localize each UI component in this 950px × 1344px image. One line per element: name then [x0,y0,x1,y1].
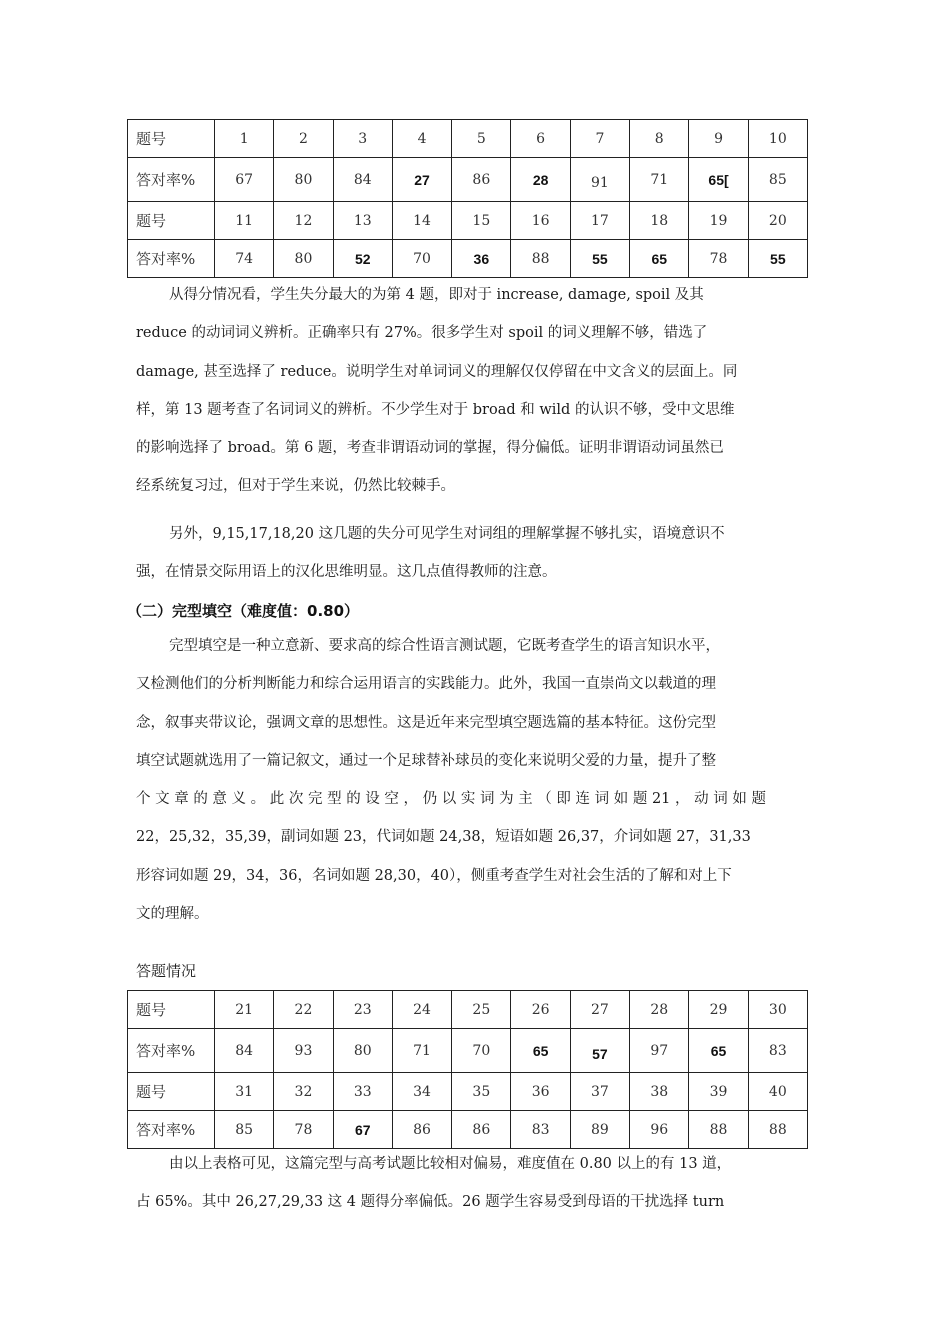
text-line: 念，叙事夹带议论，强调文章的思想性。这是近年来完型填空题选篇的基本特征。这份完型 [136,714,716,731]
text-line: 填空试题就选用了一篇记叙文，通过一个足球替补球员的变化来说明父爱的力量，提升了整 [136,752,716,769]
table-cell: 65 [511,1029,570,1073]
table-cell: 70 [452,1029,511,1073]
table-cell: 17 [570,202,629,240]
table-cell: 19 [689,202,748,240]
table-cell: 14 [392,202,451,240]
row-label: 答对率% [128,158,215,202]
table-cell: 88 [748,1111,807,1149]
table-cell: 39 [689,1073,748,1111]
table-cell: 83 [748,1029,807,1073]
table-cell: 28 [511,158,570,202]
table-cell: 74 [215,240,274,278]
table-cell: 91 [570,158,629,202]
table-cell: 6 [511,120,570,158]
row-label: 题号 [128,120,215,158]
table-cell: 24 [392,991,451,1029]
text-line: 形容词如题 29，34，36，名词如题 28,30，40），侧重考查学生对社会生活的了解和对上下 [136,867,732,884]
table-cell: 34 [392,1073,451,1111]
table-cell: 78 [274,1111,333,1149]
table-row [128,1029,808,1073]
table-cell: 88 [511,240,570,278]
table-cell: 33 [333,1073,392,1111]
table-cell: 12 [274,202,333,240]
text-line: 22，25,32，35,39，副词如题 23，代词如题 24,38，短语如题 26,37，介词如题 27，31,33 [136,829,751,846]
table-cell: 84 [215,1029,274,1073]
table-row [128,240,808,278]
analysis-paragraph-1 [136,276,812,506]
table-cell: 67 [333,1111,392,1149]
table-cell: 25 [452,991,511,1029]
table-cell: 23 [333,991,392,1029]
table-cell: 7 [570,120,629,158]
text-line: 另外，9,15,17,18,20 这几题的失分可见学生对词组的理解掌握不够扎实，语境意识不 [169,526,725,542]
table-cell: 3 [333,120,392,158]
table-cell: 80 [274,240,333,278]
conclusion-paragraph [136,1145,812,1222]
table-cell: 84 [333,158,392,202]
row-label: 答对率% [128,1111,215,1149]
table-row [128,1111,808,1149]
table-cell: 96 [630,1111,689,1149]
table-cell: 71 [630,158,689,202]
text-line: 又检测他们的分析判断能力和综合运用语言的实践能力。此外，我国一直崇尚文以载道的理 [136,676,716,693]
table-row [128,158,808,202]
text-line: 个 文 章 的 意 义 。 此 次 完 型 的 设 空 ， 仍 以 实 词 为 主 （ 即 连 词 如 题 21 ， 动 词 如 题 [136,791,766,808]
table-cell: 30 [748,991,807,1029]
table-cell: 38 [630,1073,689,1111]
cloze-description-paragraph [136,627,812,933]
text-line: reduce 的动词词义辨析。正确率只有 27%。很多学生对 spoil 的词义理解不够，错选了 [136,325,708,342]
row-label: 答对率% [128,240,215,278]
table-cell: 40 [748,1073,807,1111]
table-cell: 80 [333,1029,392,1073]
table-cell: 85 [748,158,807,202]
table-cell: 15 [452,202,511,240]
table-cell: 32 [274,1073,333,1111]
table-cell: 5 [452,120,511,158]
table-row [128,120,808,158]
table-cell: 9 [689,120,748,158]
text-line: damage, 甚至选择了 reduce。说明学生对单词词义的理解仅仅停留在中文含义的层面上。同 [136,363,738,380]
table-cell: 8 [630,120,689,158]
table-cell: 10 [748,120,807,158]
table-cell: 65[ [689,158,748,202]
table-cell: 93 [274,1029,333,1073]
table-cell: 78 [689,240,748,278]
table-cell: 20 [748,202,807,240]
table-cell: 27 [570,991,629,1029]
table-cell: 37 [570,1073,629,1111]
table-cell: 4 [392,120,451,158]
table-cell: 27 [392,158,451,202]
table-cell: 26 [511,991,570,1029]
table-cell: 36 [452,240,511,278]
row-label: 答对率% [128,1029,215,1073]
table-cell: 65 [630,240,689,278]
text-line: 的影响选择了 broad。第 6 题，考查非谓语动词的掌握，得分偏低。证明非谓语动词虽然已 [136,440,724,457]
table-cell: 86 [392,1111,451,1149]
table-cell: 83 [511,1111,570,1149]
table-row [128,1073,808,1111]
analysis-paragraph-2 [136,515,812,592]
table-cell: 89 [570,1111,629,1149]
table-cell: 29 [689,991,748,1029]
table-cell: 86 [452,158,511,202]
table-cell: 71 [392,1029,451,1073]
row-label: 题号 [128,202,215,240]
table-row [128,991,808,1029]
text-line: 完型填空是一种立意新、要求高的综合性语言测试题，它既考查学生的语言知识水平， [169,638,720,654]
text-line: 由以上表格可见，这篇完型与高考试题比较相对偏易，难度值在 0.80 以上的有 13 道， [169,1156,732,1172]
text-line: 文的理解。 [136,906,209,923]
table-cell: 97 [630,1029,689,1073]
row-label: 题号 [128,991,215,1029]
table-cell: 85 [215,1111,274,1149]
table-row [128,202,808,240]
table-cell: 2 [274,120,333,158]
text-line: 经系统复习过，但对于学生来说，仍然比较棘手。 [136,478,455,495]
table-cell: 1 [215,120,274,158]
text-line: 从得分情况看，学生失分最大的为第 4 题，即对于 increase, damage, spoil 及其 [169,287,704,303]
table-cell: 13 [333,202,392,240]
table-cell: 22 [274,991,333,1029]
text-line: 强，在情景交际用语上的汉化思维明显。这几点值得教师的注意。 [136,564,557,581]
answers-label: 答题情况 [136,962,197,980]
text-line: 样，第 13 题考查了名词词义的辨析。不少学生对于 broad 和 wild 的认识不够，受中文思维 [136,401,735,418]
table-cell: 67 [215,158,274,202]
row-label: 题号 [128,1073,215,1111]
table-cell: 55 [570,240,629,278]
table-cell: 52 [333,240,392,278]
table-cell: 55 [748,240,807,278]
table-cell: 80 [274,158,333,202]
score-table-2 [127,990,808,1149]
table-cell: 88 [689,1111,748,1149]
table-cell: 86 [452,1111,511,1149]
table-cell: 65 [689,1029,748,1073]
table-cell: 35 [452,1073,511,1111]
table-cell: 11 [215,202,274,240]
table-cell: 70 [392,240,451,278]
table-cell: 21 [215,991,274,1029]
table-cell: 18 [630,202,689,240]
table-cell: 16 [511,202,570,240]
table-cell: 57 [570,1029,629,1073]
table-cell: 31 [215,1073,274,1111]
score-table-1 [127,119,808,278]
table-cell: 36 [511,1073,570,1111]
table-cell: 28 [630,991,689,1029]
section-heading: （二）完型填空（难度值：0.80） [127,602,360,620]
text-line: 占 65%。其中 26,27,29,33 这 4 题得分率偏低。26 题学生容易受到母语的干扰选择 turn [136,1194,725,1211]
